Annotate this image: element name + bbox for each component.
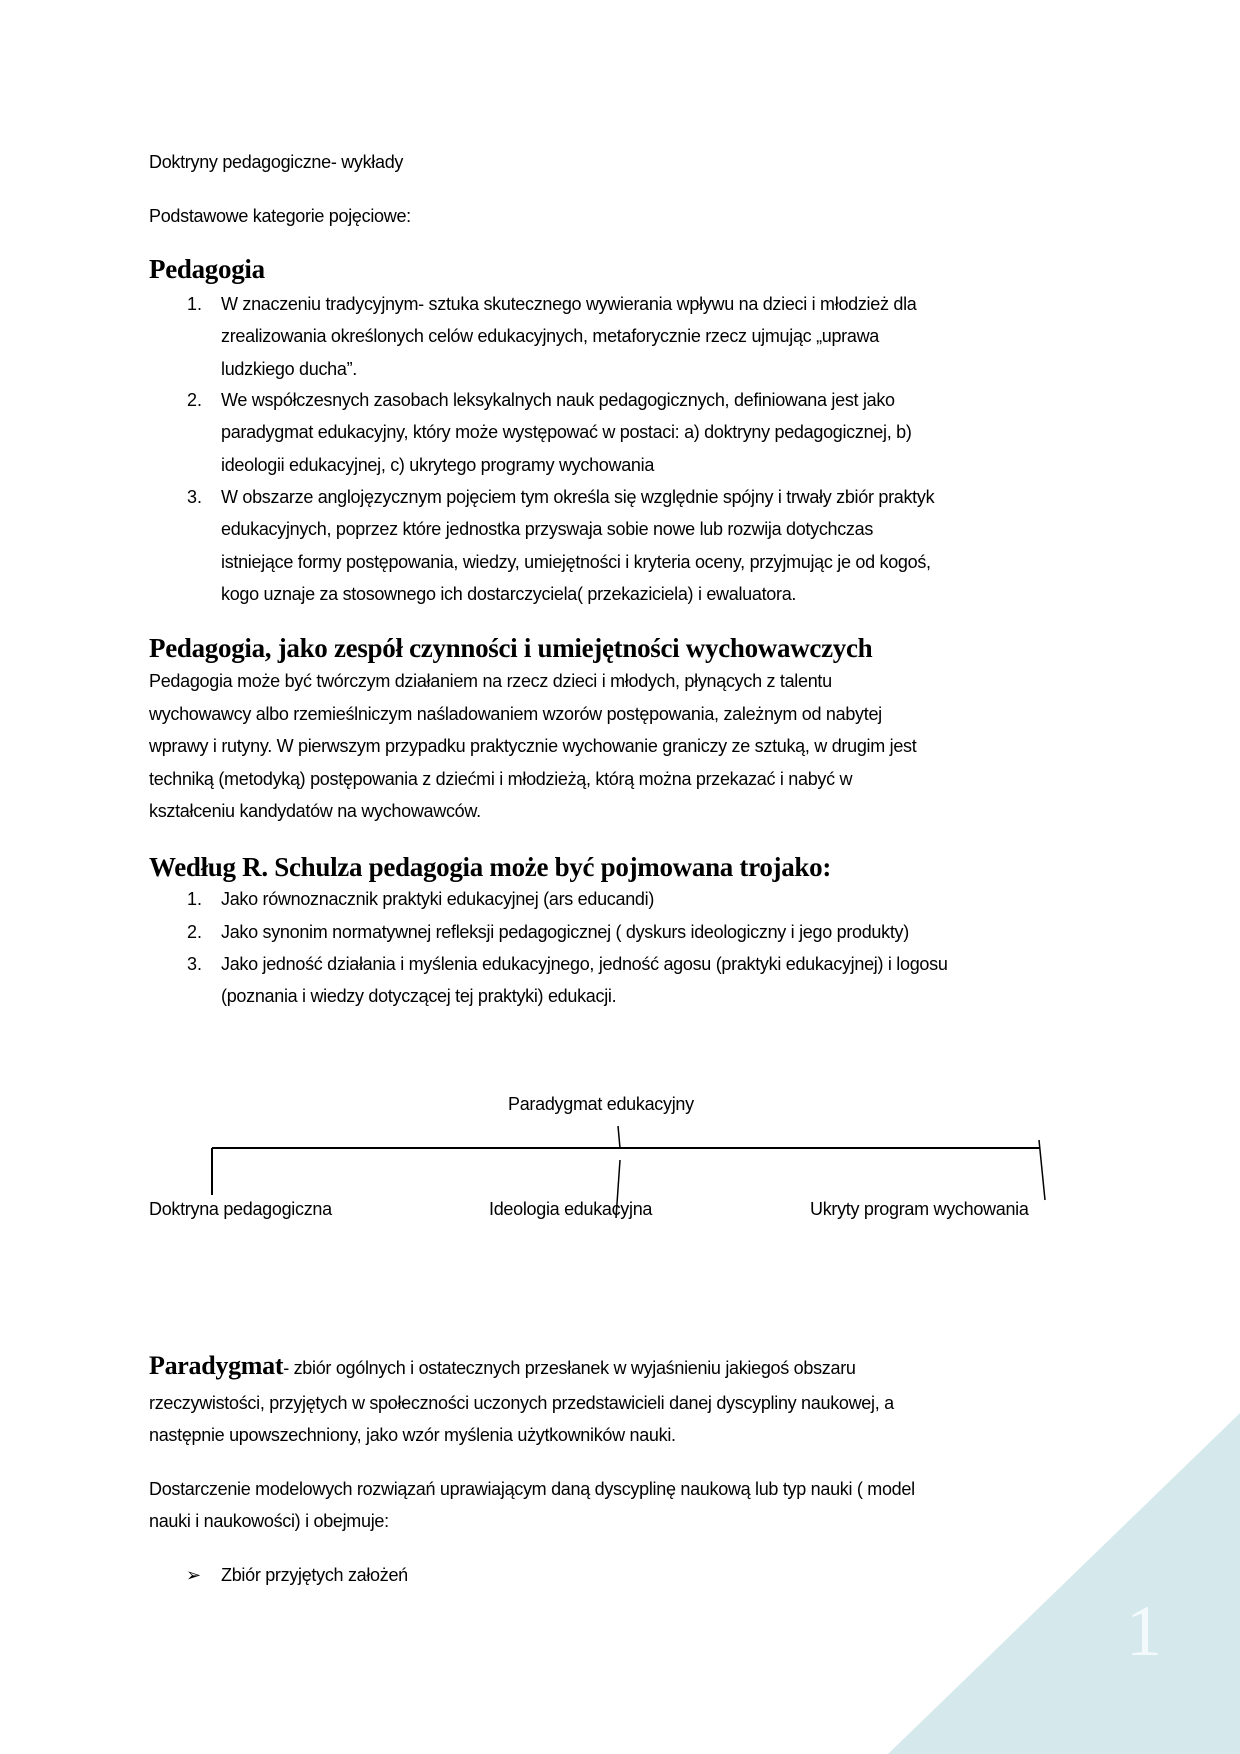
paragraph-line: następnie upowszechniony, jako wzór myślenia użytkowników nauki.	[149, 1425, 676, 1445]
list-item-line: kogo uznaje za stosownego ich dostarczyciela( przekaziciela) i ewaluatora.	[221, 584, 797, 604]
paragraph-line: Dostarczenie modelowych rozwiązań uprawiającym daną dyscyplinę naukową lub typ nauki ( model	[149, 1479, 915, 1499]
paragraph-line: nauki i naukowości) i obejmuje:	[149, 1511, 389, 1531]
list-item-line: istniejące formy postępowania, wiedzy, umiejętności i kryteria oceny, przyjmując je od kogoś,	[221, 552, 931, 572]
list-number: 3.	[187, 954, 203, 974]
paragraph-line: wprawy i rutyny. W pierwszym przypadku praktycznie wychowanie graniczy ze sztuką, w drugim jest	[149, 736, 917, 756]
list-number: 2.	[187, 922, 203, 942]
subtitle: Podstawowe kategorie pojęciowe:	[149, 206, 411, 226]
arrowhead-bullet-icon: ➢	[186, 1565, 202, 1585]
paragraph-line: wychowawcy albo rzemieślniczym naśladowaniem wzorów postępowania, zależnym od nabytej	[149, 704, 882, 724]
paragraph-line: rzeczywistości, przyjętych w społeczności uczonych przedstawicieli danej dyscypliny naukowej, a	[149, 1393, 894, 1413]
list-number: 1.	[187, 294, 203, 314]
list-item-line: W obszarze anglojęzycznym pojęciem tym określa się względnie spójny i trwały zbiór praktyk	[221, 487, 935, 507]
list-item-line: ludzkiego ducha”.	[221, 359, 357, 379]
paragraph-line: techniką (metodyką) postępowania z dziećmi i młodzieżą, którą można przekazać i nabyć w	[149, 769, 853, 789]
list-item-line: Jako równoznacznik praktyki edukacyjnej (ars educandi)	[221, 889, 655, 909]
list-number: 1.	[187, 889, 203, 909]
diagram-root-label: Paradygmat edukacyjny	[508, 1094, 694, 1114]
paragraph-line: Pedagogia może być twórczym działaniem na rzecz dzieci i młodych, płynących z talentu	[149, 671, 832, 691]
list-number: 2.	[187, 390, 203, 410]
page-number: 1	[1126, 1591, 1162, 1671]
list-item-line: Jako synonim normatywnej refleksji pedagogicznej ( dyskurs ideologiczny i jego produkty)	[221, 922, 909, 942]
paragraph-line: kształceniu kandydatów na wychowawców.	[149, 801, 481, 821]
section-heading-skills: Pedagogia, jako zespół czynności i umiejętności wychowawczych	[149, 633, 873, 663]
diagram-root-connector	[618, 1126, 620, 1148]
term-paradigm: Paradygmat	[149, 1351, 284, 1380]
section-heading-schulz: Według R. Schulza pedagogia może być pojmowana trojako:	[149, 852, 832, 882]
section-heading-pedagogia: Pedagogia	[149, 254, 265, 284]
paragraph-line: - zbiór ogólnych i ostatecznych przesłanek w wyjaśnieniu jakiegoś obszaru	[283, 1358, 856, 1378]
list-item-line: ideologii edukacyjnej, c) ukrytego programy wychowania	[221, 455, 655, 475]
diagram-child-hidden-curriculum: Ukryty program wychowania	[810, 1199, 1029, 1219]
list-item-line: W znaczeniu tradycyjnym- sztuka skutecznego wywierania wpływu na dzieci i młodzież dla	[221, 294, 917, 314]
diagram-child-ideology: Ideologia edukacyjna	[489, 1199, 653, 1219]
list-item-line: We współczesnych zasobach leksykalnych nauk pedagogicznych, definiowana jest jako	[221, 390, 895, 410]
bullet-item: Zbiór przyjętych założeń	[221, 1565, 408, 1585]
list-item-line: (poznania i wiedzy dotyczącej tej praktyki) edukacji.	[221, 986, 617, 1006]
list-item-line: paradygmat edukacyjny, który może występować w postaci: a) doktryny pedagogicznej, b)	[221, 422, 912, 442]
diagram-child-doctrine: Doktryna pedagogiczna	[149, 1199, 332, 1219]
list-item-line: zrealizowania określonych celów edukacyjnych, metaforycznie rzecz ujmując „uprawa	[221, 326, 879, 346]
diagram-right-branch	[1039, 1140, 1045, 1200]
list-number: 3.	[187, 487, 203, 507]
document-title: Doktryny pedagogiczne- wykłady	[149, 152, 404, 172]
list-item-line: edukacyjnych, poprzez które jednostka przyswaja sobie nowe lub rozwija dotychczas	[221, 519, 874, 539]
list-item-line: Jako jedność działania i myślenia edukacyjnego, jedność agosu (praktyki edukacyjnej) i logosu	[221, 954, 948, 974]
